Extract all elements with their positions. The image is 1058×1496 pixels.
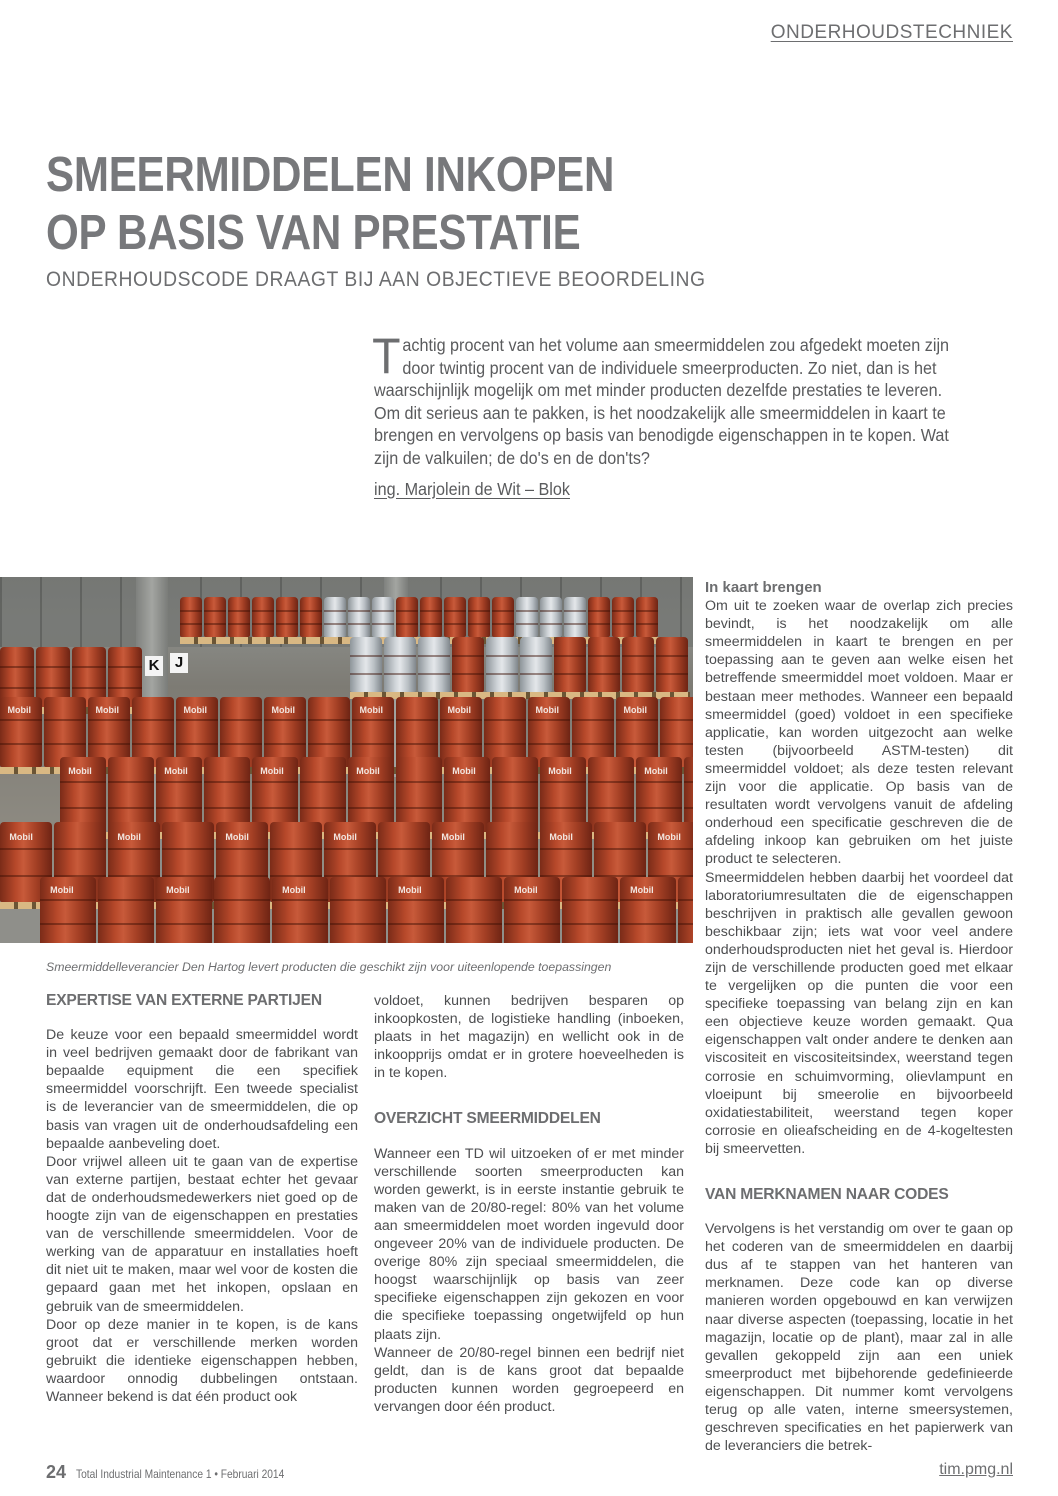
drum-brand-label: Mobil bbox=[164, 766, 188, 776]
page-number: 24 bbox=[46, 1462, 67, 1482]
drum-brand-label: Mobil bbox=[271, 705, 296, 716]
article-subtitle: ONDERHOUDSCODE DRAAGT BIJ AAN OBJECTIEVE BEOORDELING bbox=[46, 268, 706, 291]
drum-brand-label: Mobil bbox=[356, 766, 380, 776]
drum bbox=[418, 637, 450, 692]
drum-brand-label: Mobil bbox=[535, 705, 560, 716]
drum-brand-label: Mobil bbox=[183, 705, 208, 716]
drum-brand-label: Mobil bbox=[9, 831, 33, 842]
drum bbox=[252, 757, 298, 832]
drum bbox=[228, 597, 250, 637]
drum bbox=[684, 757, 693, 832]
photo-caption: Smeermiddelleverancier Den Hartog levert producten die geschikt zijn voor uiteenlopende toepassingen bbox=[46, 960, 612, 974]
paragraph: Wanneer een TD wil uitzoeken of er met minder verschillende soorten smeerproducten kan worden gewerkt, is in eerste instantie gebruik te maken van de 20/80-regel: 80% van het volume aan smeermiddelen moet worden ingevuld door ongeveer 20% van de individuele producten. De overige 80% zijn speciaal smeermiddelen, die hoogst waarschijnlijk op basis van zeer specifieke eigenschappen zijn gekozen en voor die specifieke toepassing ongetwijfeld op hun plaats zijn. bbox=[374, 1145, 684, 1343]
drum bbox=[540, 757, 586, 832]
drum bbox=[588, 637, 620, 692]
drum bbox=[516, 597, 538, 637]
drum-brand-label: Mobil bbox=[441, 831, 465, 842]
intro-lead bbox=[372, 328, 969, 500]
paragraph: Door op deze manier in te kopen, is de kans groot dat er verschillende merken worden gebruikt die identieke eigenschappen hebben, waardoor onnodig dubbelingen ontstaan. Wanneer bekend is dat één product ook bbox=[46, 1316, 358, 1405]
paragraph: Door vrijwel alleen uit te gaan van de expertise van externe partijen, bestaat echter het gevaar dat de onderhoudsmedewerkers niet goed op de hoogte zijn van de eigenschappen en prestaties van de verschillende smeermiddelen. Voor de werking van de apparatuur en installaties hoeft dit niet uit te maken, maar wel voor de kosten die gepaard gaan met het inkopen, opslaan en gebruik van de smeermiddelen. bbox=[46, 1153, 358, 1315]
column-1 bbox=[46, 992, 358, 1406]
drop-cap: T bbox=[372, 328, 401, 384]
drum bbox=[446, 877, 502, 943]
drum bbox=[468, 597, 490, 637]
section-heading: VAN MERKNAMEN NAAR CODES bbox=[705, 1186, 949, 1203]
drum-brand-label: Mobil bbox=[260, 766, 284, 776]
drum bbox=[324, 597, 346, 637]
drum bbox=[444, 597, 466, 637]
drum-brand-label: Mobil bbox=[282, 885, 306, 896]
drum-brand-label: Mobil bbox=[225, 831, 249, 842]
drum bbox=[492, 597, 514, 637]
drum bbox=[396, 757, 442, 832]
drum bbox=[656, 637, 688, 692]
drum bbox=[214, 877, 270, 943]
drum-brand-label: Mobil bbox=[452, 766, 476, 776]
section-label[interactable]: ONDERHOUDSTECHNIEK bbox=[770, 22, 1013, 43]
drum bbox=[444, 757, 490, 832]
paragraph: voldoet, kunnen bedrijven besparen op inkoopkosten, de logistieke handling (inboeken, plaats in het magazijn) en wellicht ook in de inkoopprijs omdat er in grotere hoeveelheden is in te kopen. bbox=[374, 993, 684, 1082]
drum-brand-label: Mobil bbox=[657, 831, 681, 842]
drum bbox=[204, 757, 250, 832]
article-title bbox=[46, 146, 665, 262]
drum bbox=[678, 877, 693, 943]
title-line: SMEERMIDDELEN INKOPEN bbox=[46, 148, 615, 202]
drum bbox=[350, 637, 382, 692]
drum-brand-label: Mobil bbox=[50, 885, 74, 896]
drum bbox=[0, 697, 42, 767]
drum-brand-label: Mobil bbox=[398, 885, 422, 896]
drum bbox=[300, 597, 322, 637]
drum bbox=[348, 597, 370, 637]
drum bbox=[486, 637, 518, 692]
drum-brand-label: Mobil bbox=[333, 831, 357, 842]
drum bbox=[588, 757, 634, 832]
footer-folio bbox=[46, 1462, 322, 1483]
drum bbox=[40, 877, 96, 943]
drum bbox=[492, 757, 538, 832]
drum bbox=[636, 597, 658, 637]
drum-brand-label: Mobil bbox=[623, 705, 648, 716]
drum bbox=[636, 757, 682, 832]
title-line: OP BASIS VAN PRESTATIE bbox=[46, 206, 581, 260]
aisle-sign: K bbox=[145, 656, 163, 676]
drum bbox=[540, 597, 562, 637]
drum bbox=[372, 597, 394, 637]
drum bbox=[300, 757, 346, 832]
section-heading: EXPERTISE VAN EXTERNE PARTIJEN bbox=[46, 992, 322, 1009]
drum-brand-label: Mobil bbox=[166, 885, 190, 896]
column-3 bbox=[705, 579, 1013, 1455]
paragraph: Om uit te zoeken waar de overlap zich precies bevindt, is het noodzakelijk om alle smeermiddelen in kaart te brengen en per toepassing aan te geven aan welke eisen het betreffende smeermiddel moet voldoen. Maar er bestaan meer methodes. Wanneer een bepaald smeermiddel (goed) voldoet in een specifieke applicatie, kan worden uitgezocht aan welke testen (bijvoorbeeld ASTM-testen) dit smeermiddel voldoet; als deze testen relevant zijn voor die applicatie. Op basis van de resultaten wordt vervolgens vanuit de afdeling onderhoud een specificatie geschreven die de afdeling inkoop kan gebruiken om het juiste product te selecteren. bbox=[705, 598, 1013, 868]
aisle-sign: J bbox=[170, 653, 188, 673]
drum bbox=[420, 597, 442, 637]
magazine-issue: Total Industrial Maintenance 1 • Februari 2014 bbox=[76, 1467, 285, 1481]
drum-brand-label: Mobil bbox=[359, 705, 384, 716]
drum bbox=[520, 637, 552, 692]
drum-brand-label: Mobil bbox=[630, 885, 654, 896]
paragraph: Vervolgens is het verstandig om over te gaan op het coderen van de smeermiddelen en daarbij dus af te stappen van het hanteren van merknamen. Deze code kan op diverse manieren worden opgebouwd en kan verwijzen naar diverse aspecten (toepassing, locatie in het magazijn, locatie op de plant), maar zal in alle gevallen gekoppeld zijn aan een uniek smeerproduct met bijbehorende gedefinieerde eigenschappen. Dit nummer komt vervolgens terug op alle vaten, interne smeersystemen, geschreven specificaties en het papierwerk van de leveranciers die betrek- bbox=[705, 1221, 1013, 1455]
drum bbox=[156, 877, 212, 943]
paragraph: De keuze voor een bepaald smeermiddel wordt in veel bedrijven gemaakt door de fabrikant van bepaalde equipment die een specifiek smeermiddel voorschrijft. Een tweede specialist is de leverancier van de smeermiddelen, die op basis van vragen uit de onderhoudsafdeling een bepaalde aanbeveling doet. bbox=[46, 1027, 358, 1152]
author-link[interactable]: ing. Marjolein de Wit – Blok bbox=[374, 478, 570, 499]
drum bbox=[252, 597, 274, 637]
drum bbox=[396, 597, 418, 637]
drum bbox=[620, 877, 676, 943]
section-heading: OVERZICHT SMEERMIDDELEN bbox=[374, 1110, 601, 1128]
drum-brand-label: Mobil bbox=[447, 705, 472, 716]
drum bbox=[272, 877, 328, 943]
drum bbox=[504, 877, 560, 943]
column-2 bbox=[374, 992, 684, 1416]
drum bbox=[108, 757, 154, 832]
drum-brand-label: Mobil bbox=[548, 766, 572, 776]
drum bbox=[348, 757, 394, 832]
drum bbox=[204, 597, 226, 637]
paragraph: Smeermiddelen hebben daarbij het voordeel dat laboratoriumresultaten die de eigenschappen beschrijven in praktisch alle gevallen gewoon beschikbaar zijn; iets wat voor veel andere onderhoudsproducten niet het geval is. Hierdoor zijn de verschillende producten goed met elkaar te vergelijken op die punten die voor een specifieke toepassing van belang zijn en kan een objectieve keuze worden gemaakt. Qua eigenschappen valt onder andere te denken aan viscositeit en viscositeitsindex, weerstand tegen corrosie en schuimvorming, olievlampunt en vloeipunt bij smeerolie en bijvoorbeeld oxidatiestabiliteit, weerstand tegen koper corrosie en olieafscheiding en de 4-kogeltesten bij smeervetten. bbox=[705, 869, 1013, 1157]
drum-brand-label: Mobil bbox=[7, 705, 32, 716]
website-link[interactable]: tim.pmg.nl bbox=[939, 1461, 1013, 1478]
intro-text: achtig procent van het volume aan smeermiddelen zou afgedekt moeten zijn door twintig procent van de individuele smeerproducten. Zo niet, dan is het waarschijnlijk mogelijk om met minder producten dezelfde prestaties te leveren. Om dit serieus aan te pakken, is het noodzakelijk alle smeermiddelen in kaart te brengen en vervolgens op basis van benodigde eigenschappen in te kopen. Wat zijn de valkuilen; de do's en de don'ts? bbox=[374, 335, 950, 468]
drum-brand-label: Mobil bbox=[644, 766, 668, 776]
warehouse-photo bbox=[0, 577, 693, 943]
drum-brand-label: Mobil bbox=[68, 766, 92, 776]
drum bbox=[588, 597, 610, 637]
drum bbox=[384, 637, 416, 692]
drum bbox=[612, 597, 634, 637]
drum bbox=[98, 877, 154, 943]
drum bbox=[554, 637, 586, 692]
drum bbox=[276, 597, 298, 637]
drum bbox=[388, 877, 444, 943]
drum-brand-label: Mobil bbox=[514, 885, 538, 896]
subheading: In kaart brengen bbox=[705, 579, 822, 596]
drum bbox=[330, 877, 386, 943]
drum bbox=[60, 757, 106, 832]
drum-brand-label: Mobil bbox=[117, 831, 141, 842]
drum bbox=[564, 597, 586, 637]
drum bbox=[452, 637, 484, 692]
drum-brand-label: Mobil bbox=[95, 705, 120, 716]
drum bbox=[622, 637, 654, 692]
drum bbox=[180, 597, 202, 637]
drum-brand-label: Mobil bbox=[549, 831, 573, 842]
paragraph: Wanneer de 20/80-regel binnen een bedrijf niet geldt, dan is de kans groot dat bepaalde producten kunnen worden gegroepeerd en vervangen door één product. bbox=[374, 1344, 684, 1415]
drum bbox=[562, 877, 618, 943]
drum bbox=[156, 757, 202, 832]
